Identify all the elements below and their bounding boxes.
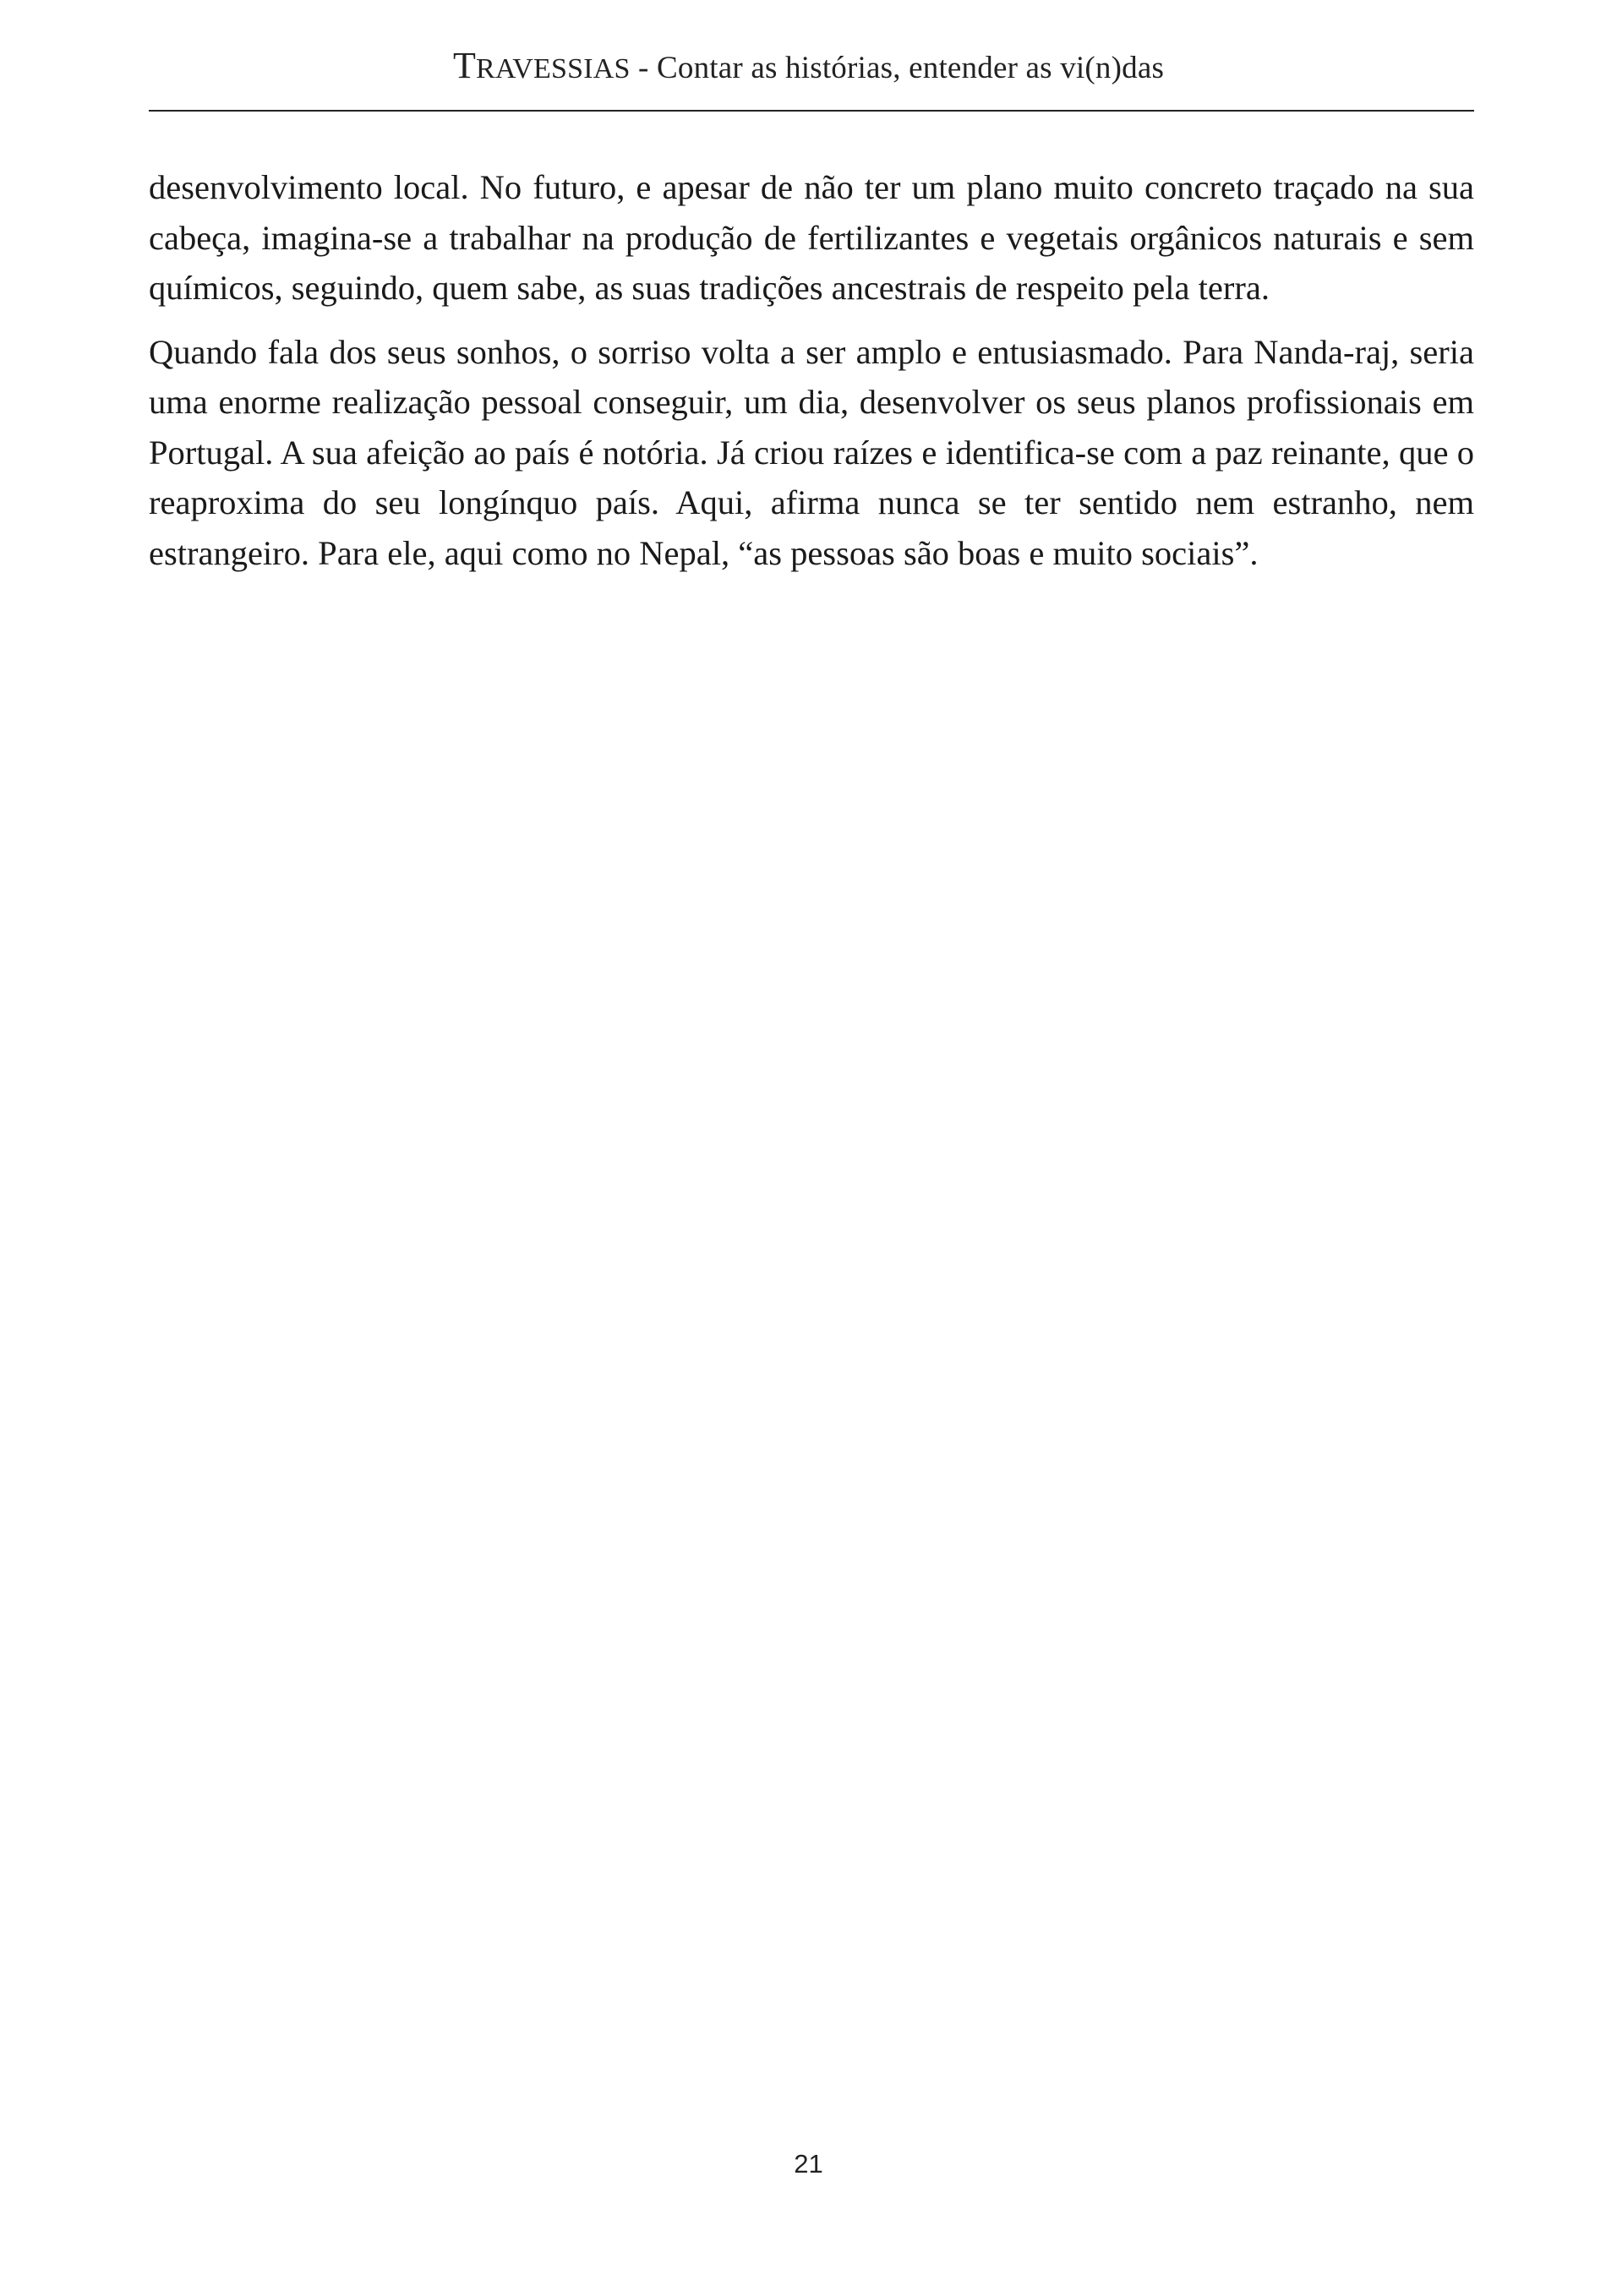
header-title-initial: T [452,45,477,86]
paragraph: desenvolvimento local. No futuro, e apesar de não ter um plano muito concreto traçado na sua cabeça, imagina-se a trabalhar na produção de fertilizantes e vegetais orgânicos naturais e sem químicos, seguindo, quem sabe, as suas tradições ancestrais de respeito pela terra. [149,168,1474,307]
running-header [0,44,1617,91]
header-separator: - [630,51,658,85]
header-title-rest: RAVESSIAS [476,53,631,85]
page-number: 21 [794,2149,823,2179]
header-rule [149,110,1474,112]
paragraph: Quando fala dos seus sonhos, o sorriso volta a ser amplo e entusiasmado. Para Nanda-raj, seria uma enorme realização pessoal conseguir, um dia, desenvolver os seus planos profissionais em Portugal. A sua afeição ao país é notória. Já criou raízes e identifica-se com a paz reinante, que o reaproxima do seu longínquo país. Aqui, afirma nunca se ter sentido nem estranho, nem estrangeiro. Para ele, aqui como no Nepal, “as pessoas são boas e muito sociais”. [149,332,1474,572]
header-subtitle: Contar as histórias, entender as vi(n)das [657,51,1165,85]
body-text [149,162,1474,592]
